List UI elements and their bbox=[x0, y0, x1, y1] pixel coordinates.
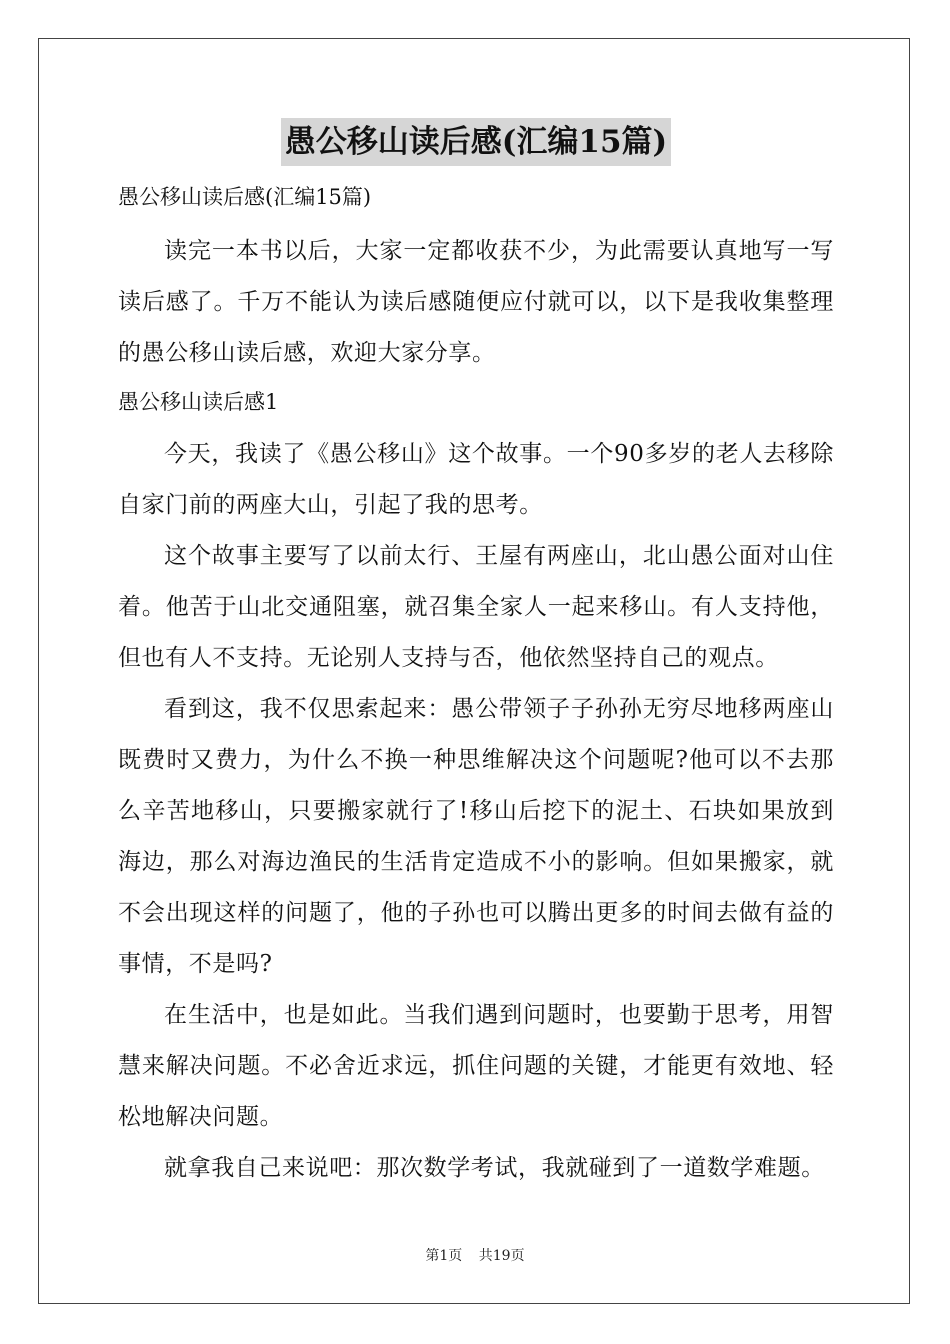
section-heading: 愚公移山读后感1 bbox=[118, 390, 279, 414]
body-paragraph-2: 这个故事主要写了以前太行、王屋有两座山，北山愚公面对山住着。他苦于山北交通阻塞，就召集全家人一起来移山。有人支持他，但也有人不支持。无论别人支持与否，他依然坚持自己的观点。 bbox=[118, 543, 834, 671]
body-paragraph-3: 看到这，我不仅思索起来：愚公带领子子孙孙无穷尽地移两座山既费时又费力，为什么不换一种思维解决这个问题呢?他可以不去那么辛苦地移山，只要搬家就行了!移山后挖下的泥土、石块如果放到海边，那么对海边渔民的生活肯定造成不小的影响。但如果搬家，就不会出现这样的问题了，他的子孙也可以腾出更多的时间去做有益的事情，不是吗? bbox=[118, 696, 834, 977]
page-footer bbox=[0, 1246, 950, 1266]
document-subtitle: 愚公移山读后感(汇编15篇) bbox=[118, 185, 372, 209]
intro-paragraph: 读完一本书以后，大家一定都收获不少，为此需要认真地写一写读后感了。千万不能认为读后感随便应付就可以，以下是我收集整理的愚公移山读后感，欢迎大家分享。 bbox=[118, 238, 834, 366]
page-number: 第1页 bbox=[425, 1248, 463, 1264]
document-body bbox=[118, 118, 834, 1194]
document-title: 愚公移山读后感(汇编15篇) bbox=[281, 118, 671, 166]
body-paragraph-5: 就拿我自己来说吧：那次数学考试，我就碰到了一道数学难题。 bbox=[164, 1155, 825, 1181]
page-total: 共19页 bbox=[478, 1248, 525, 1264]
body-paragraph-4: 在生活中，也是如此。当我们遇到问题时，也要勤于思考，用智慧来解决问题。不必舍近求远，抓住问题的关键，才能更有效地、轻松地解决问题。 bbox=[118, 1002, 834, 1130]
body-paragraph-1: 今天，我读了《愚公移山》这个故事。一个90多岁的老人去移除自家门前的两座大山，引起了我的思考。 bbox=[118, 441, 834, 518]
title-container bbox=[118, 118, 834, 170]
